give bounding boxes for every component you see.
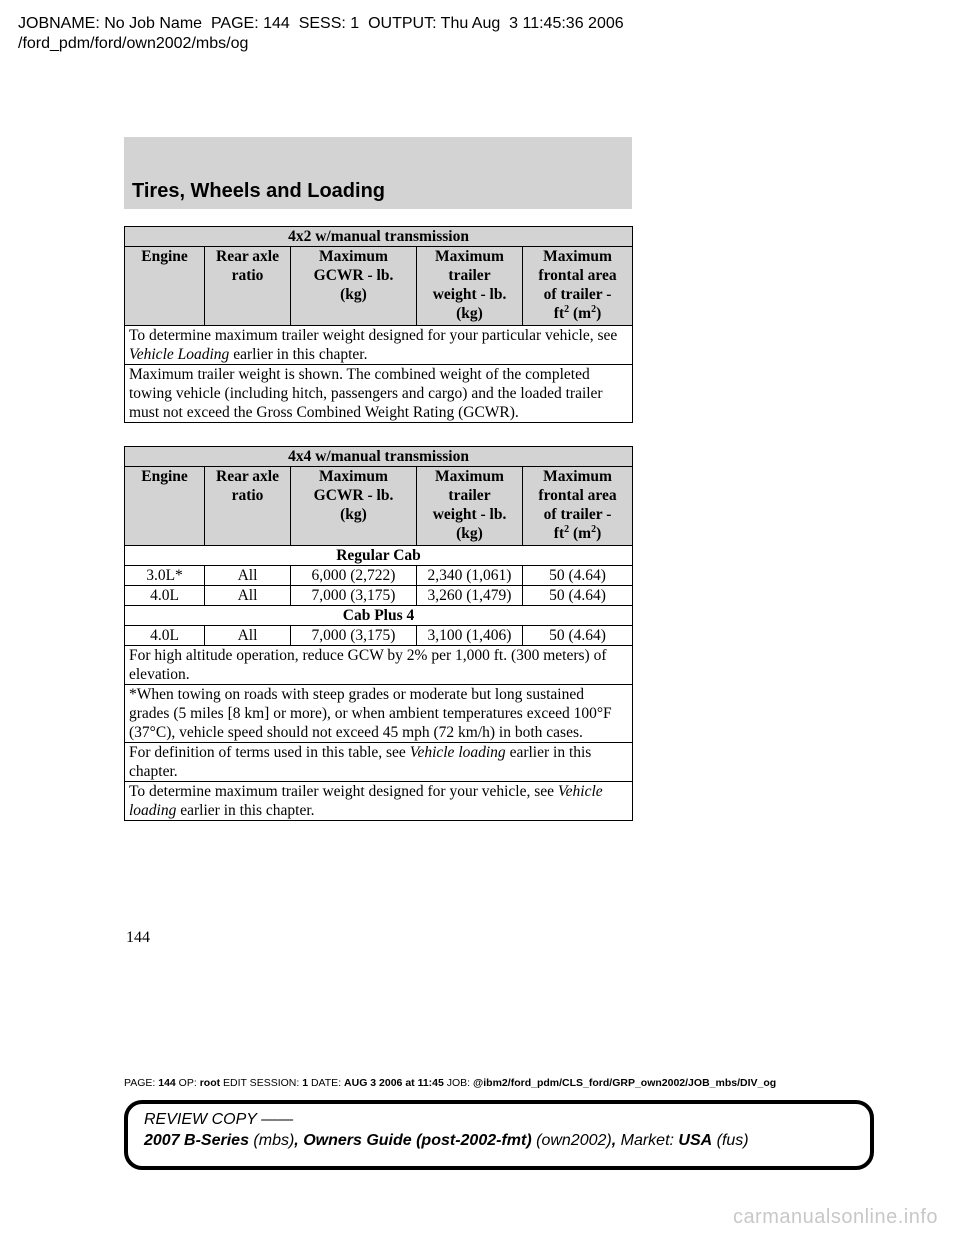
cell-engine: 4.0L bbox=[125, 586, 205, 606]
cell-trailer-weight: 2,340 (1,061) bbox=[417, 566, 523, 586]
table-row bbox=[125, 626, 633, 646]
column-header: Rear axle ratio bbox=[205, 467, 291, 546]
review-copy-box bbox=[124, 1100, 874, 1170]
review-copy-details: 2007 B-Series (mbs), Owners Guide (post-2002-fmt) (own2002), Market: USA (fus) bbox=[144, 1132, 749, 1149]
note-determine-trailer-weight: To determine maximum trailer weight designed for your vehicle, see Vehicle loading earlier in this chapter. bbox=[125, 782, 633, 821]
column-header: Maximum trailer weight - lb. (kg) bbox=[417, 467, 523, 546]
job-header-line2: /ford_pdm/ford/own2002/mbs/og bbox=[18, 35, 249, 52]
table-4x4-column-headers bbox=[125, 467, 633, 546]
watermark: carmanualsonline.info bbox=[732, 1206, 938, 1228]
table-4x2 bbox=[124, 226, 633, 423]
cell-gcwr: 7,000 (3,175) bbox=[291, 626, 417, 646]
note-vehicle-loading: To determine maximum trailer weight designed for your particular vehicle, see Vehicle Loading earlier in this chapter. bbox=[125, 326, 633, 365]
vehicle-loading-ref: Vehicle loading bbox=[129, 783, 603, 819]
column-header: Maximum GCWR - lb. (kg) bbox=[291, 247, 417, 326]
vehicle-loading-ref: Vehicle loading bbox=[409, 744, 506, 761]
job-header-line1: JOBNAME: No Job Name PAGE: 144 SESS: 1 OUTPUT: Thu Aug 3 11:45:36 2006 bbox=[18, 15, 624, 32]
cell-engine: 4.0L bbox=[125, 626, 205, 646]
cell-gcwr: 7,000 (3,175) bbox=[291, 586, 417, 606]
column-header: Maximum frontal area of trailer - $ft^2$ $(m^2)$ bbox=[523, 247, 633, 326]
column-header: Maximum GCWR - lb. (kg) bbox=[291, 467, 417, 546]
cell-trailer-weight: 3,100 (1,406) bbox=[417, 626, 523, 646]
cell-axle-ratio: All bbox=[205, 626, 291, 646]
table-row bbox=[125, 586, 633, 606]
cell-engine: 3.0L* bbox=[125, 566, 205, 586]
note-steep-grades: *When towing on roads with steep grades or moderate but long sustained grades (5 miles [8 km] or more), or when ambient temperatures exceed 100°F (37°C), vehicle speed should not exceed 45 mph (72 km/h) in both cases. bbox=[125, 685, 633, 743]
cell-axle-ratio: All bbox=[205, 586, 291, 606]
group-header-cab-plus-4: Cab Plus 4 bbox=[125, 606, 633, 626]
cell-axle-ratio: All bbox=[205, 566, 291, 586]
column-header: Engine bbox=[125, 467, 205, 546]
table-4x4 bbox=[124, 446, 633, 821]
page-number: 144 bbox=[126, 929, 150, 946]
table-row bbox=[125, 566, 633, 586]
footer-metadata: PAGE: 144 OP: root EDIT SESSION: 1 DATE: AUG 3 2006 at 11:45 JOB: @ibm2/ford_pdm/CLS_ford/GRP_own2002/JOB_mbs/DIV_og bbox=[124, 1077, 777, 1089]
note-max-trailer-weight: Maximum trailer weight is shown. The combined weight of the completed towing vehicle (including hitch, passengers and cargo) and the loaded trailer must not exceed the Gross Combined Weight Rating (GCWR). bbox=[125, 365, 633, 423]
column-header: Maximum frontal area of trailer - $ft^2$ $(m^2)$ bbox=[523, 467, 633, 546]
cell-frontal-area: 50 (4.64) bbox=[523, 626, 633, 646]
cell-trailer-weight: 3,260 (1,479) bbox=[417, 586, 523, 606]
review-copy-label: REVIEW COPY —— bbox=[144, 1111, 294, 1128]
section-title: Tires, Wheels and Loading bbox=[132, 180, 386, 202]
table-4x4-title: 4x4 w/manual transmission bbox=[125, 447, 633, 467]
table-4x2-title: 4x2 w/manual transmission bbox=[125, 227, 633, 247]
note-high-altitude: For high altitude operation, reduce GCW by 2% per 1,000 ft. (300 meters) of elevation. bbox=[125, 646, 633, 685]
column-header: Maximum trailer weight - lb. (kg) bbox=[417, 247, 523, 326]
column-header: Engine bbox=[125, 247, 205, 326]
table-4x2-column-headers bbox=[125, 247, 633, 326]
job-header bbox=[18, 14, 624, 54]
cell-frontal-area: 50 (4.64) bbox=[523, 586, 633, 606]
column-header: Rear axle ratio bbox=[205, 247, 291, 326]
note-definition-of-terms: For definition of terms used in this table, see Vehicle loading earlier in this chapter. bbox=[125, 743, 633, 782]
section-header-band bbox=[124, 137, 632, 209]
group-header-regular-cab: Regular Cab bbox=[125, 546, 633, 566]
cell-gcwr: 6,000 (2,722) bbox=[291, 566, 417, 586]
vehicle-loading-ref: Vehicle Loading bbox=[129, 346, 230, 363]
cell-frontal-area: 50 (4.64) bbox=[523, 566, 633, 586]
